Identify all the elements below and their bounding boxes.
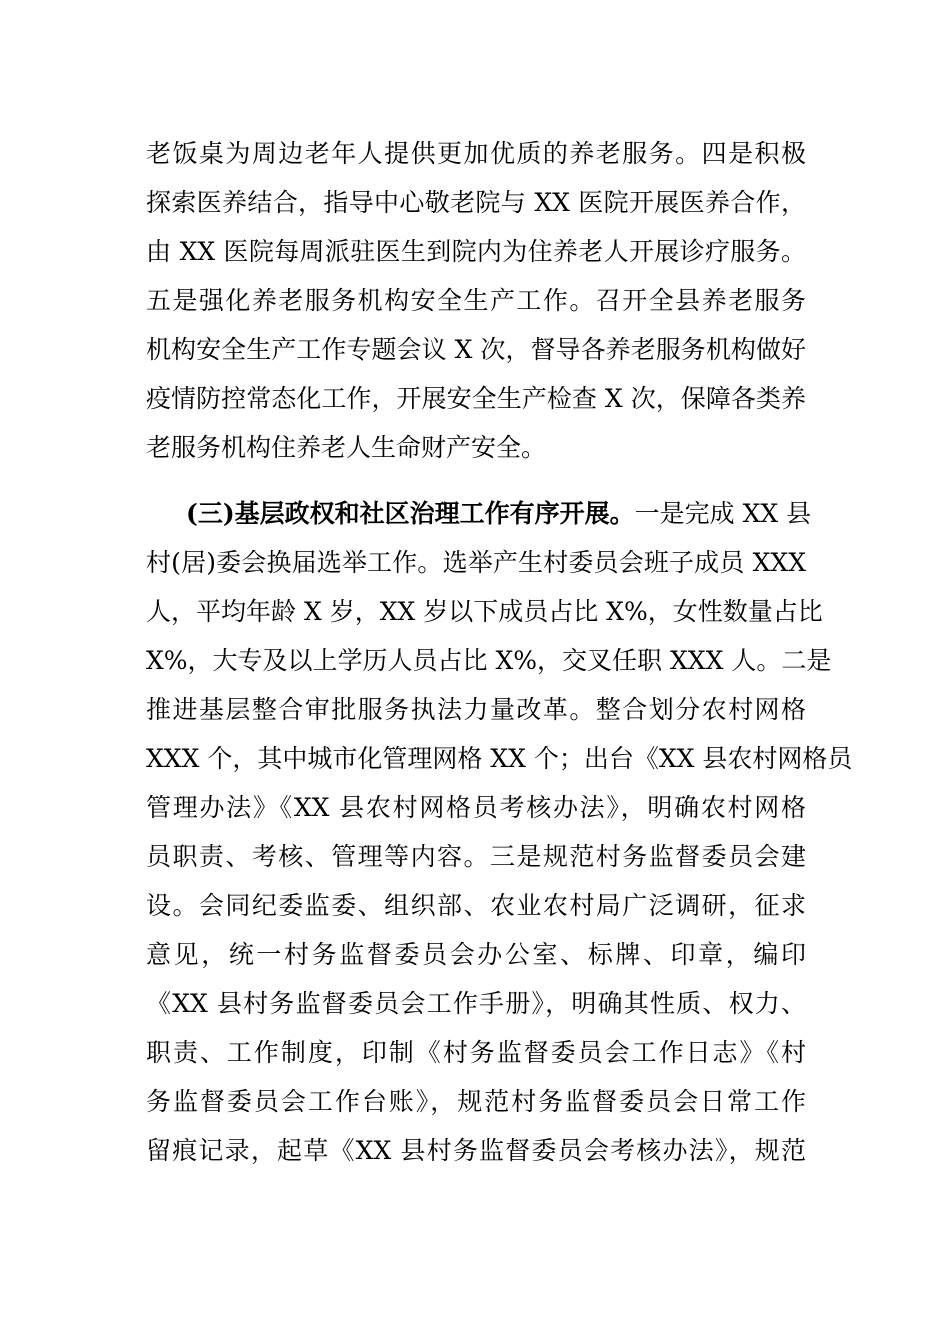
text-line: 留痕记录，起草《XX 县村务监督委员会考核办法》，规范 (146, 1136, 806, 1165)
text-line: 老服务机构住养老人生命财产安全。 (146, 433, 547, 462)
text-line-first (186, 490, 812, 538)
text-line: 管理办法》《XX 县农村网格员考核办法》，明确农村网格 (146, 793, 806, 822)
text-line: 探索医养结合，指导中心敬老院与 XX 医院开展医养合作， (146, 188, 806, 217)
text-run: 一是完成 XX 县 (634, 499, 812, 528)
text-line: 人，平均年龄 X 岁，XX 岁以下成员占比 X%，女性数量占比 (146, 597, 823, 626)
text-line: 意见，统一村务监督委员会办公室、标牌、印章，编印 (146, 940, 806, 969)
text-line: 推进基层整合审批服务执法力量改革。整合划分农村网格 (146, 695, 806, 724)
text-line: 由 XX 医院每周派驻医生到院内为住养老人开展诊疗服务。 (146, 237, 806, 266)
text-line: 机构安全生产工作专题会议 X 次，督导各养老服务机构做好 (146, 335, 806, 364)
text-line: 务监督委员会工作台账》，规范村务监督委员会日常工作 (146, 1087, 806, 1116)
text-line: 《XX 县村务监督委员会工作手册》，明确其性质、权力、 (146, 989, 806, 1018)
text-line: 老饭桌为周边老年人提供更加优质的养老服务。四是积极 (146, 139, 806, 168)
text-line: 职责、工作制度，印制《村务监督委员会工作日志》《村 (146, 1038, 806, 1067)
text-line: 设。会同纪委监委、组织部、农业农村局广泛调研，征求 (146, 891, 806, 920)
text-line: 疫情防控常态化工作，开展安全生产检查 X 次，保障各类养 (146, 384, 806, 413)
text-line: X%，大专及以上学历人员占比 X%，交叉任职 XXX 人。二是 (146, 646, 832, 675)
section-heading: (三)基层政权和社区治理工作有序开展。 (186, 499, 635, 528)
text-line: XXX 个，其中城市化管理网格 XX 个；出台《XX 县农村网格员 (146, 744, 853, 773)
text-line: 员职责、考核、管理等内容。三是规范村务监督委员会建 (146, 842, 806, 871)
text-line: 五是强化养老服务机构安全生产工作。召开全县养老服务 (146, 286, 806, 315)
text-line: 村(居)委会换届选举工作。选举产生村委员会班子成员 XXX (146, 548, 806, 577)
